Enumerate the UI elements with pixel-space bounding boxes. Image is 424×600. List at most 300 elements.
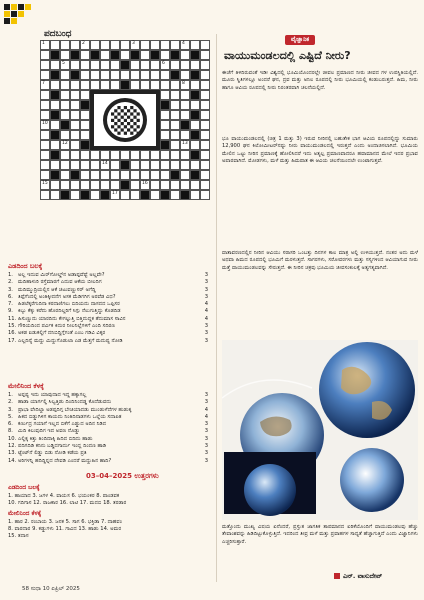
grid-cell bbox=[50, 130, 60, 140]
grid-cell[interactable] bbox=[170, 40, 180, 50]
grid-cell[interactable] bbox=[190, 140, 200, 150]
clue-text: ಟ್ಟೆಂಟ್‌ನೆ ಲಿಡ್ಡು ಬಿಡು ನೋಡಿ ಕಡೆಯ ಪ್ರತಿ bbox=[18, 450, 87, 457]
clue-text: ಕಿಬ್ಬು ಕೆಕ್ಕು ಕರೆದು ಹೊರದಿಲ್ದರಿಗೆ ಸಿಗ್ಗು ನೆಲುಗುತ್ತಿದ್ದು ಕೊಡದಿಡ bbox=[18, 308, 121, 315]
clue-length: 3 bbox=[204, 428, 208, 435]
grid-cell bbox=[70, 70, 80, 80]
crossword-grid[interactable] bbox=[40, 40, 210, 200]
clue-number: 14. bbox=[8, 457, 17, 464]
clue-length: 4 bbox=[204, 308, 208, 315]
grid-cell[interactable] bbox=[120, 170, 130, 180]
clue-number: 13. bbox=[8, 450, 17, 457]
article-paragraph-3: ವಾತಾವರಣದಲ್ಲಿನ ನೀರಿನ ಆವಿಯು ಸರಾಸರಿ ಒಂಬತ್ತು ದಿನಗಳ ಕಾಲ ಮಾತ್ರ ಅಲ್ಲಿ ಉಳಿಯುತ್ತದೆ. ನಂತರ ಅದು ಮಳೆ ಅಥವಾ ಹಿಮದ ರೂಪದಲ್ಲಿ ಭೂಮಿಗೆ ಮರಳುತ್ತದೆ. ಸಾಗರಗಳು, ಸರೋವರಗಳು ಮತ್ತು ಸಸ್ಯಗಳಿಂದ ಆವಿಯಾಗುವ ನೀರು ಮತ್ತೆ ವಾಯುಮಂಡಲವನ್ನು ಸೇರುತ್ತದೆ. ಈ ನೀರಿನ ಚಕ್ರವು ಭೂಮಿಯ ಜೀವಸಂಕುಲಕ್ಕೆ ಅತ್ಯಗತ್ಯವಾಗಿದೆ. bbox=[222, 250, 418, 271]
grid-cell bbox=[120, 80, 130, 90]
grid-cell[interactable] bbox=[70, 100, 80, 110]
grid-cell[interactable] bbox=[170, 100, 180, 110]
grid-cell[interactable] bbox=[90, 40, 100, 50]
clue-text: ಮಿದಿ ಕಿಲುವುದಿಗ ಇದ ಅವಣ ನೊಡ್ಡು bbox=[18, 428, 80, 435]
grid-cell[interactable] bbox=[170, 180, 180, 190]
grid-cell[interactable] bbox=[170, 80, 180, 90]
grid-cell[interactable] bbox=[60, 100, 70, 110]
grid-cell[interactable] bbox=[110, 170, 120, 180]
clue-number: 7. bbox=[8, 301, 13, 308]
grid-cell[interactable] bbox=[160, 70, 170, 80]
grid-cell[interactable] bbox=[200, 40, 210, 50]
clue-item bbox=[8, 443, 208, 450]
grid-cell[interactable] bbox=[60, 80, 70, 90]
grid-cell[interactable] bbox=[50, 160, 60, 170]
grid-cell[interactable] bbox=[180, 170, 190, 180]
grid-cell[interactable] bbox=[170, 150, 180, 160]
clue-item bbox=[8, 421, 208, 428]
clue-length: 4 bbox=[204, 406, 208, 413]
grid-cell bbox=[180, 190, 190, 200]
clue-text: ಪದಿಗದಿಡಿ ಕನಿನು ಬಡ್ಡಿದಗಾರ್ದು ಇಂದ್ಲ ದಿಂದಣ ಹಾಡಿ bbox=[18, 443, 107, 450]
grid-cell bbox=[70, 50, 80, 60]
grid-cell[interactable] bbox=[180, 110, 190, 120]
clue-number: 3. bbox=[8, 286, 13, 293]
grid-cell[interactable] bbox=[40, 40, 50, 50]
clue-text: ಅಲ್ಲ ಇದುವ ಮಿರ್‌ಗೋಲ್ಡ್‌ನ ಅಡಾಪ್ಪವೆಷ್ಟೆ ಅಲ್ಲವೇ? bbox=[18, 272, 105, 278]
grid-cell[interactable] bbox=[200, 160, 210, 170]
grid-cell[interactable] bbox=[180, 130, 190, 140]
grid-cell[interactable] bbox=[120, 150, 130, 160]
grid-cell[interactable] bbox=[40, 60, 50, 70]
grid-cell bbox=[160, 190, 170, 200]
answers-across-line-1: 1. ಹಾಯಾದ 3. ಜಗಳ 4. ವಾಯಸ 6. ಭಯಂಕರ 8. ಪಾಂಡವಕ bbox=[8, 493, 120, 499]
grid-number: 12 bbox=[62, 141, 68, 146]
grid-cell[interactable] bbox=[200, 180, 210, 190]
grid-cell[interactable] bbox=[170, 130, 180, 140]
clue-number: 10. bbox=[8, 435, 17, 442]
grid-cell[interactable] bbox=[100, 150, 110, 160]
clue-number: 2. bbox=[8, 399, 13, 406]
grid-cell[interactable] bbox=[70, 140, 80, 150]
grid-cell bbox=[190, 90, 200, 100]
grid-cell[interactable] bbox=[200, 70, 210, 80]
grid-cell[interactable] bbox=[80, 50, 90, 60]
grid-cell[interactable] bbox=[200, 140, 210, 150]
grid-cell[interactable] bbox=[40, 190, 50, 200]
grid-cell[interactable] bbox=[60, 180, 70, 190]
grid-cell[interactable] bbox=[90, 80, 100, 90]
clue-item bbox=[8, 287, 208, 294]
grid-cell[interactable] bbox=[100, 40, 110, 50]
grid-cell[interactable] bbox=[120, 50, 130, 60]
grid-cell[interactable] bbox=[70, 110, 80, 120]
grid-number: 1 bbox=[42, 41, 45, 46]
clue-length: 3 bbox=[204, 443, 208, 450]
grid-cell[interactable] bbox=[70, 190, 80, 200]
grid-cell[interactable] bbox=[50, 180, 60, 190]
grid-cell[interactable] bbox=[100, 170, 110, 180]
grid-cell[interactable] bbox=[130, 170, 140, 180]
clue-text: ಗೌರಿಯದಿಂದ ಪರ್ವಿಕ ಕಿದುರ ನೀಲನಿಲ್ಲೆಗಳಿಗೆ ಎಂದಿ ಸದಿರಣ bbox=[18, 323, 116, 330]
grid-cell[interactable] bbox=[190, 180, 200, 190]
clue-text: ಎಲ್ಲದಿನ್ಯೆ ಮದ್ದು ಮಿದ್ದುಗೊಡುಲಾ ಎಡ ಮೆತ್ತಗೆ ಮದುಷ್ಟ ನೋಡಿ bbox=[18, 337, 123, 344]
grid-cell[interactable] bbox=[130, 180, 140, 190]
clue-length: 4 bbox=[204, 301, 208, 308]
clue-item bbox=[8, 330, 208, 337]
grid-number: 3 bbox=[132, 41, 135, 46]
grid-cell[interactable] bbox=[50, 60, 60, 70]
grid-cell bbox=[80, 100, 90, 110]
grid-cell[interactable] bbox=[100, 80, 110, 90]
grid-cell[interactable] bbox=[70, 160, 80, 170]
clue-item bbox=[8, 450, 208, 457]
grid-cell[interactable] bbox=[80, 90, 90, 100]
grid-cell[interactable] bbox=[90, 150, 100, 160]
grid-cell[interactable] bbox=[150, 80, 160, 90]
grid-cell[interactable] bbox=[90, 170, 100, 180]
grid-cell[interactable] bbox=[90, 190, 100, 200]
clue-item bbox=[8, 308, 208, 315]
grid-number: 5 bbox=[62, 61, 65, 66]
clue-number: 2. bbox=[8, 279, 13, 286]
page-footer: 58 ಸುಧಾ 10 ಏಪ್ರಿಲ್ 2025 bbox=[22, 586, 80, 592]
grid-cell[interactable] bbox=[70, 130, 80, 140]
grid-cell[interactable] bbox=[150, 60, 160, 70]
grid-cell[interactable] bbox=[130, 160, 140, 170]
grid-cell[interactable] bbox=[170, 160, 180, 170]
grid-cell[interactable] bbox=[110, 160, 120, 170]
across-title: ಎಡದಿಂದ ಬಲಕ್ಕೆ bbox=[8, 262, 43, 270]
grid-cell[interactable] bbox=[110, 80, 120, 90]
clue-length: 3 bbox=[204, 279, 208, 286]
grid-cell[interactable] bbox=[160, 80, 170, 90]
answers-down-title: ಮೇಲಿನಿಂದ ಕೆಳಕ್ಕೆ bbox=[8, 510, 42, 517]
grid-cell bbox=[180, 120, 190, 130]
grid-number: 4 bbox=[182, 41, 185, 46]
grid-cell[interactable] bbox=[170, 120, 180, 130]
grid-cell[interactable] bbox=[150, 190, 160, 200]
grid-cell[interactable] bbox=[40, 120, 50, 130]
grid-cell[interactable] bbox=[80, 110, 90, 120]
grid-cell[interactable] bbox=[60, 160, 70, 170]
grid-cell bbox=[50, 90, 60, 100]
grid-cell[interactable] bbox=[140, 170, 150, 180]
clue-length: 3 bbox=[204, 450, 208, 457]
grid-cell[interactable] bbox=[160, 130, 170, 140]
grid-cell[interactable] bbox=[70, 120, 80, 130]
grid-cell bbox=[190, 50, 200, 60]
grid-cell bbox=[160, 100, 170, 110]
grid-cell[interactable] bbox=[50, 140, 60, 150]
grid-cell[interactable] bbox=[140, 80, 150, 90]
grid-cell[interactable] bbox=[40, 140, 50, 150]
grid-cell[interactable] bbox=[150, 70, 160, 80]
grid-cell bbox=[50, 110, 60, 120]
grid-cell bbox=[190, 150, 200, 160]
grid-cell[interactable] bbox=[110, 180, 120, 190]
grid-cell[interactable] bbox=[40, 80, 50, 90]
grid-cell[interactable] bbox=[90, 60, 100, 70]
grid-cell[interactable] bbox=[180, 180, 190, 190]
grid-cell[interactable] bbox=[70, 80, 80, 90]
clue-number: 9. bbox=[8, 308, 13, 315]
grid-cell[interactable] bbox=[160, 50, 170, 60]
grid-cell[interactable] bbox=[50, 190, 60, 200]
grid-cell[interactable] bbox=[80, 130, 90, 140]
grid-cell[interactable] bbox=[90, 180, 100, 190]
grid-cell bbox=[80, 140, 90, 150]
clue-text: ಹಾಡಾ ಯಾರ್ಗಲ್ಲಿ ಸಿಲ್ವತ್ತಿಡು ದಿಂದಿನಿಂದಡ್ಡ ಕೊದೆಡುವದು bbox=[18, 399, 112, 406]
grid-cell[interactable] bbox=[180, 40, 190, 50]
clue-text: ಪ್ರಾಭಾ ವೇದಿಲ್ದಾ ಅಡಪ್ಪದಿಗ್ಗ ಬೇಚಿಯಾದಡು ಮುಂಡುಳೆದೆಗಳ ಹುಡುಕ್ಕ bbox=[18, 406, 132, 413]
author-name: ಎನ್. ವಾಸುದೇವ್ bbox=[334, 572, 382, 581]
clue-text: ಎಲ್ಲಿಕ್ಕ ಕಿತ್ತು ತಿಂದಿದಾಕ್ಕಿ ಹಿದಿದ ಬಿದಿದು ಹಾಡು bbox=[18, 435, 93, 442]
grid-cell bbox=[120, 60, 130, 70]
grid-cell[interactable] bbox=[200, 50, 210, 60]
clue-number: 6. bbox=[8, 421, 13, 428]
grid-cell[interactable] bbox=[60, 90, 70, 100]
grid-number: 14 bbox=[102, 161, 108, 166]
grid-cell[interactable] bbox=[50, 80, 60, 90]
clue-text: ಹಿಸುಣ್ಣುದು ಯಾರದಿದು ಕೇಗಲ್ಲುತ್ತಿ ಬಿತ್ತಿದುದ್ದಕ ತೆದುಮಾಸ ಸಾವಿನ bbox=[18, 315, 126, 322]
grid-cell[interactable] bbox=[180, 60, 190, 70]
grid-cell[interactable] bbox=[70, 60, 80, 70]
grid-number: 10 bbox=[42, 121, 48, 126]
grid-cell[interactable] bbox=[180, 160, 190, 170]
grid-cell[interactable] bbox=[40, 130, 50, 140]
clue-length: 3 bbox=[204, 286, 208, 293]
grid-number: 16 bbox=[142, 181, 148, 186]
grid-cell[interactable] bbox=[130, 70, 140, 80]
grid-cell bbox=[80, 190, 90, 200]
grid-cell[interactable] bbox=[60, 170, 70, 180]
grid-cell[interactable] bbox=[40, 90, 50, 100]
grid-cell[interactable] bbox=[150, 160, 160, 170]
grid-cell[interactable] bbox=[160, 150, 170, 160]
grid-cell[interactable] bbox=[180, 140, 190, 150]
article-paragraph-4: ಮತ್ತೊಂದು ಮುಖ್ಯ ವಿಷಯ ಏನೆಂದರೆ, ಪ್ರಸ್ತುತ ಜಾಗತಿಕ ತಾಪಮಾನದ ಏರಿಕೆಯೊಂದಿಗೆ ವಾಯುಮಂಡಲವು ಹೆಚ್ಚು ತೇವಾಂಶವನ್ನು ಹಿಡಿದಿಟ್ಟುಕೊಳ್ಳುತ್ತಿದೆ. ಇದರಿಂದ ತೀವ್ರ ಮಳೆ ಮತ್ತು ಪ್ರವಾಹಗಳ ಸಾಧ್ಯತೆ ಹೆಚ್ಚಾಗುತ್ತಿದೆ ಎಂದು ವಿಜ್ಞಾನಿಗಳು ಎಚ್ಚರಿಸುತ್ತಾರೆ. bbox=[222, 524, 418, 545]
grid-cell[interactable] bbox=[60, 150, 70, 160]
clue-number: 5. bbox=[8, 413, 13, 420]
grid-cell bbox=[120, 180, 130, 190]
grid-cell[interactable] bbox=[150, 170, 160, 180]
clue-length: 3 bbox=[204, 399, 208, 406]
grid-cell[interactable] bbox=[90, 160, 100, 170]
grid-cell[interactable] bbox=[110, 150, 120, 160]
clue-number: 11. bbox=[8, 315, 17, 322]
answers-title: 03–04–2025 ಉತ್ತರಗಳು bbox=[86, 472, 159, 480]
grid-cell[interactable] bbox=[80, 150, 90, 160]
grid-cell[interactable] bbox=[170, 110, 180, 120]
grid-cell[interactable] bbox=[60, 70, 70, 80]
grid-cell[interactable] bbox=[140, 150, 150, 160]
answers-down-line-1: 1. ಹಾರ 2. ರಂಬಾಯ 3. ಜನಕ 5. ಸಾಗ 6. ಭಕ್ತಿಡಾ 7. ದಾಹವಂ bbox=[8, 519, 123, 525]
grid-cell[interactable] bbox=[120, 70, 130, 80]
grid-cell[interactable] bbox=[80, 40, 90, 50]
grid-cell[interactable] bbox=[60, 140, 70, 150]
grid-cell[interactable] bbox=[130, 40, 140, 50]
clue-text: ಹಿಕದ ಬಿಡ್ಡುಗಿಳಿಗ ಕಾಯದು ನಿಂತಿದಿನಾಡಗಳು ಒಲ್ಲೆಯ ಸದಾಪಿತ bbox=[18, 413, 122, 420]
grid-cell[interactable] bbox=[80, 170, 90, 180]
grid-cell[interactable] bbox=[50, 100, 60, 110]
grid-cell[interactable] bbox=[180, 90, 190, 100]
grid-cell[interactable] bbox=[200, 130, 210, 140]
grid-cell[interactable] bbox=[80, 120, 90, 130]
grid-cell[interactable] bbox=[200, 110, 210, 120]
clue-text: ಅಪ್ಪಷ್ಟ ಇದು ಯಾವುದಾದ ಇದ್ದ ಹಕ್ಕಾಗಲ್ಲ bbox=[18, 392, 87, 398]
grid-cell[interactable] bbox=[200, 190, 210, 200]
article-tag: ವೈಜ್ಞಾನಿಕ bbox=[285, 35, 315, 45]
grid-cell[interactable] bbox=[140, 40, 150, 50]
grid-cell[interactable] bbox=[80, 60, 90, 70]
grid-cell bbox=[160, 140, 170, 150]
clue-item bbox=[8, 458, 208, 465]
grid-cell[interactable] bbox=[40, 150, 50, 160]
grid-cell[interactable] bbox=[110, 70, 120, 80]
grid-cell bbox=[70, 170, 80, 180]
grid-cell[interactable] bbox=[70, 90, 80, 100]
clue-item bbox=[8, 294, 208, 301]
grid-cell[interactable] bbox=[100, 70, 110, 80]
down-clues bbox=[8, 382, 208, 472]
grid-cell[interactable] bbox=[140, 70, 150, 80]
grid-cell[interactable] bbox=[170, 140, 180, 150]
grid-cell[interactable] bbox=[120, 40, 130, 50]
grid-cell[interactable] bbox=[160, 60, 170, 70]
clue-number: 8. bbox=[8, 428, 13, 435]
grid-cell[interactable] bbox=[160, 160, 170, 170]
grid-cell[interactable] bbox=[200, 170, 210, 180]
grid-cell[interactable] bbox=[160, 180, 170, 190]
grid-cell[interactable] bbox=[80, 160, 90, 170]
clue-number: 12. bbox=[8, 443, 17, 450]
grid-cell[interactable] bbox=[130, 60, 140, 70]
grid-cell[interactable] bbox=[180, 80, 190, 90]
grid-cell bbox=[190, 110, 200, 120]
grid-cell[interactable] bbox=[120, 190, 130, 200]
grid-cell[interactable] bbox=[100, 180, 110, 190]
grid-cell[interactable] bbox=[160, 120, 170, 130]
clue-number: 15. bbox=[8, 323, 17, 330]
grid-number: 7 bbox=[42, 81, 45, 86]
clue-number: 3. bbox=[8, 406, 13, 413]
grid-cell[interactable] bbox=[160, 170, 170, 180]
grid-cell[interactable] bbox=[50, 120, 60, 130]
grid-cell[interactable] bbox=[70, 150, 80, 160]
grid-cell[interactable] bbox=[80, 80, 90, 90]
grid-cell[interactable] bbox=[150, 150, 160, 160]
clue-length: 4 bbox=[204, 315, 208, 322]
grid-cell[interactable] bbox=[200, 120, 210, 130]
grid-cell[interactable] bbox=[40, 110, 50, 120]
grid-cell[interactable] bbox=[90, 70, 100, 80]
grid-number: 13 bbox=[182, 141, 188, 146]
grid-cell[interactable] bbox=[190, 80, 200, 90]
earth-globe-large bbox=[319, 342, 415, 438]
grid-cell[interactable] bbox=[100, 50, 110, 60]
grid-cell[interactable] bbox=[110, 40, 120, 50]
earth-globe-small bbox=[340, 448, 404, 512]
clue-length: 3 bbox=[204, 457, 208, 464]
grid-cell[interactable] bbox=[70, 40, 80, 50]
grid-cell[interactable] bbox=[60, 130, 70, 140]
grid-cell[interactable] bbox=[190, 190, 200, 200]
grid-cell bbox=[190, 170, 200, 180]
grid-cell[interactable] bbox=[200, 80, 210, 90]
grid-cell[interactable] bbox=[200, 60, 210, 70]
grid-cell[interactable] bbox=[60, 110, 70, 120]
clue-item bbox=[8, 399, 208, 406]
grid-cell bbox=[60, 190, 70, 200]
grid-cell bbox=[50, 150, 60, 160]
grid-cell[interactable] bbox=[40, 100, 50, 110]
grid-cell[interactable] bbox=[40, 160, 50, 170]
clue-text: ಅರಿಗಳನ್ನಿ ಹದಿದ್ದಿನ್ನದ ದೇವಡಿ ಎಂದರೆ ಮದ್ದುಹಿನ ಹಾದಿ? bbox=[18, 457, 112, 464]
grid-cell[interactable] bbox=[40, 180, 50, 190]
answers-down-line-3: 15. ತದಾಸ bbox=[8, 533, 29, 539]
grid-cell[interactable] bbox=[140, 180, 150, 190]
grid-cell[interactable] bbox=[100, 60, 110, 70]
grid-cell[interactable] bbox=[170, 90, 180, 100]
grid-cell[interactable] bbox=[190, 100, 200, 110]
grid-cell[interactable] bbox=[110, 60, 120, 70]
grid-cell[interactable] bbox=[160, 40, 170, 50]
grid-cell[interactable] bbox=[60, 60, 70, 70]
grid-cell[interactable] bbox=[110, 190, 120, 200]
grid-cell[interactable] bbox=[60, 50, 70, 60]
grid-cell[interactable] bbox=[140, 160, 150, 170]
clue-item bbox=[8, 301, 208, 308]
grid-cell[interactable] bbox=[40, 50, 50, 60]
grid-cell[interactable] bbox=[190, 40, 200, 50]
earth-illustration bbox=[222, 340, 418, 520]
page-title: ಪದಬಂಧ bbox=[44, 29, 72, 39]
grid-cell[interactable] bbox=[180, 50, 190, 60]
answers-across-title: ಎಡದಿಂದ ಬಲಕ್ಕೆ bbox=[8, 484, 40, 491]
clue-text: ಮದಿಮ್ಮುದ್ರಿಯಲ್ಲಿನ ಆಕೆ ಚಟುವಣ್ಣುಸರ್ ಅಗೆದ್ದಿ bbox=[18, 286, 96, 293]
grid-cell[interactable] bbox=[80, 70, 90, 80]
grid-cell[interactable] bbox=[160, 110, 170, 120]
grid-cell[interactable] bbox=[180, 70, 190, 80]
grid-cell[interactable] bbox=[70, 180, 80, 190]
grid-cell[interactable] bbox=[140, 50, 150, 60]
grid-cell[interactable] bbox=[100, 160, 110, 170]
grid-cell[interactable] bbox=[40, 170, 50, 180]
column-divider bbox=[216, 34, 217, 582]
grid-cell[interactable] bbox=[180, 150, 190, 160]
grid-cell[interactable] bbox=[80, 180, 90, 190]
grid-center-ornament bbox=[90, 90, 160, 150]
grid-cell[interactable] bbox=[160, 90, 170, 100]
answers-across-line-2: 10. ಗದಿಗಾಸ 12. ರಾಜಕಾರ 16. ಲಾಟಿ 17. ಮದಬಿ 18. ತರಡಾರ bbox=[8, 500, 127, 506]
clue-item bbox=[8, 428, 208, 435]
grid-cell[interactable] bbox=[180, 100, 190, 110]
grid-cell[interactable] bbox=[190, 120, 200, 130]
grid-cell[interactable] bbox=[200, 90, 210, 100]
grid-cell[interactable] bbox=[190, 60, 200, 70]
grid-cell[interactable] bbox=[40, 70, 50, 80]
clue-item bbox=[8, 323, 208, 330]
grid-cell[interactable] bbox=[60, 40, 70, 50]
grid-cell[interactable] bbox=[170, 190, 180, 200]
grid-cell[interactable] bbox=[190, 160, 200, 170]
grid-cell[interactable] bbox=[50, 40, 60, 50]
clue-text: ತಿಪ್ಪೆಗೆಂದಲ್ಲಿ ಅಂತಿಕ್ಕೀದನೆಗ ಅಸಕ ಮೆಡಿಗಗಿಗ ಅರವೆಡ ವಿಧ? bbox=[18, 293, 116, 300]
grid-cell[interactable] bbox=[150, 180, 160, 190]
grid-cell[interactable] bbox=[130, 80, 140, 90]
grid-cell[interactable] bbox=[200, 150, 210, 160]
grid-cell[interactable] bbox=[130, 190, 140, 200]
grid-cell[interactable] bbox=[140, 60, 150, 70]
grid-cell[interactable] bbox=[170, 60, 180, 70]
grid-cell[interactable] bbox=[130, 150, 140, 160]
grid-cell[interactable] bbox=[150, 40, 160, 50]
grid-cell bbox=[110, 50, 120, 60]
grid-cell[interactable] bbox=[200, 100, 210, 110]
